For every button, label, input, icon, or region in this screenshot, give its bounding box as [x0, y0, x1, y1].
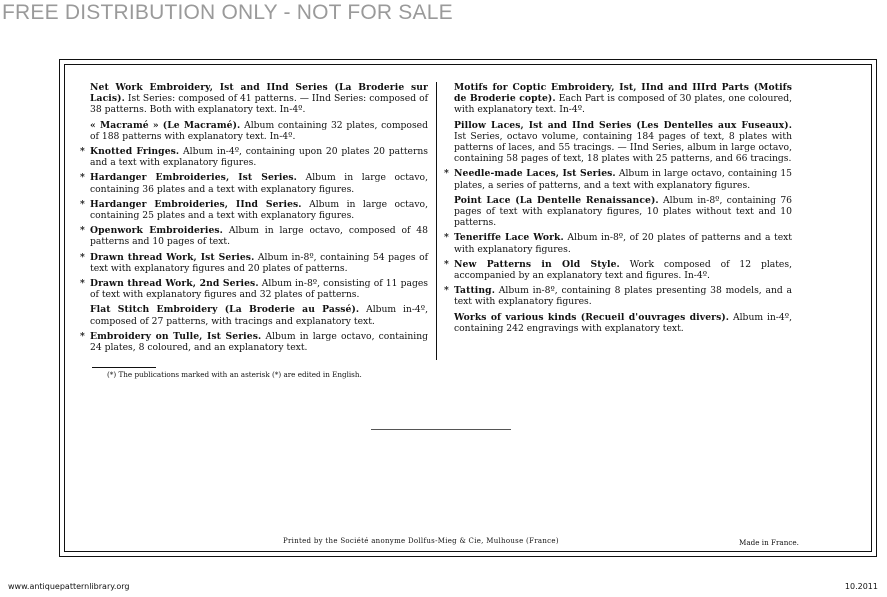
catalogue-entry — [80, 278, 428, 300]
entry-description: Ist Series, octavo volume, containing 184 pages of text, 8 plates with patterns of laces, and 55 tracings. — IInd Series, album in large octavo, containing 58 pages of text, 18 plates with 25 patterns, and 66 tracings. — [454, 130, 792, 165]
asterisk-marker: * — [80, 172, 85, 184]
asterisk-marker: * — [80, 225, 85, 237]
date-label: 10.2011 — [844, 582, 878, 591]
catalogue-entry — [80, 146, 428, 168]
asterisk-marker: * — [444, 168, 449, 180]
catalogue-entry — [444, 168, 792, 190]
entry-title: New Patterns in Old Style. — [454, 258, 620, 270]
entry-description: Album in-8º, containing 8 plates presenting 38 models, and a text with explanatory figures. — [454, 285, 793, 308]
entry-description: Album in large octavo, containing 24 plates, 8 coloured, and an explanatory text. — [90, 330, 429, 354]
entry-title: Point Lace (La Dentelle Renaissance). — [454, 194, 659, 206]
footnote: (*) The publications marked with an asterisk (*) are edited in English. — [107, 370, 362, 379]
catalogue-entry — [80, 225, 428, 247]
catalogue-entry — [444, 285, 792, 307]
entry-title: Teneriffe Lace Work. — [454, 232, 564, 244]
catalogue-entry — [80, 304, 428, 326]
entry-title: Pillow Laces, Ist and IInd Series (Les Dentelles aux Fuseaux). — [454, 119, 792, 131]
entry-title: Net Work Embroidery, Ist and IInd Series (La Broderie sur Lacis). — [90, 82, 428, 105]
catalogue-entry — [80, 120, 428, 142]
made-in-label: Made in France. — [739, 538, 799, 547]
left-column — [80, 82, 428, 357]
entry-title: Openwork Embroideries. — [90, 225, 223, 237]
catalogue-entry — [444, 232, 792, 254]
entry-description: Album in-8º, of 20 plates of patterns and a text with explanatory figures. — [454, 232, 792, 255]
entry-description: Album in large octavo, containing 15 plates, a series of patterns, and a text with explanatory figures. — [454, 168, 793, 191]
catalogue-entry — [444, 120, 792, 165]
entry-description: Album in-4º, containing upon 20 plates 20 patterns and a text with explanatory figures. — [90, 146, 428, 169]
entry-title: Needle-made Laces, Ist Series. — [454, 168, 616, 180]
column-divider — [436, 82, 437, 360]
entry-description: Album in-4º, composed of 27 patterns, with tracings and explanatory text. — [90, 304, 429, 327]
entry-description: Work composed of 12 plates, accompanied by an explanatory text and figures. In-4º. — [454, 258, 793, 282]
entry-title: Works of various kinds (Recueil d'ouvrages divers). — [454, 311, 730, 323]
entry-description: Album in large octavo, containing 36 plates and a text with explanatory figures. — [90, 172, 429, 195]
catalogue-entry — [444, 259, 792, 281]
entry-title: Tatting. — [454, 285, 495, 297]
entry-title: Flat Stitch Embroidery (La Broderie au Passé). — [90, 304, 360, 316]
right-column — [444, 82, 792, 338]
entry-title: Drawn thread Work, 2nd Series. — [90, 278, 259, 290]
entry-description: Each Part is composed of 30 plates, one coloured, with explanatory text. In-4º. — [454, 93, 792, 116]
asterisk-marker: * — [444, 232, 449, 244]
entry-title: Drawn thread Work, Ist Series. — [90, 251, 255, 263]
entry-title: Motifs for Coptic Embroidery, Ist, IInd and IIIrd Parts (Motifs de Broderie copte). — [454, 82, 792, 105]
entry-title: Hardanger Embroideries, IInd Series. — [90, 198, 302, 210]
entry-title: Hardanger Embroideries, Ist Series. — [90, 172, 297, 184]
asterisk-marker: * — [444, 285, 449, 297]
asterisk-marker: * — [80, 146, 85, 158]
entry-title: Embroidery on Tulle, Ist Series. — [90, 330, 262, 342]
entry-description: Album in-8º, containing 76 pages of text with explanatory figures, 10 plates without text and 10 patterns. — [454, 194, 793, 229]
entry-description: Album in-8º, containing 54 pages of text with explanatory figures and 20 plates of patterns. — [90, 251, 429, 274]
entry-description: Album in-8º, consisting of 11 pages of text with explanatory figures and 32 plates of patterns. — [90, 278, 428, 301]
site-url: www.antiquepatternlibrary.org — [8, 582, 130, 591]
catalogue-entry — [80, 172, 428, 194]
entry-title: Knotted Fringes. — [90, 146, 180, 158]
asterisk-marker: * — [80, 198, 85, 210]
entry-title: « Macramé » (Le Macramé). — [90, 119, 241, 131]
catalogue-entry — [80, 199, 428, 221]
entry-description: Album in large octavo, containing 25 plates and a text with explanatory figures. — [90, 198, 428, 222]
catalogue-entry — [444, 195, 792, 229]
catalogue-entry — [80, 82, 428, 116]
center-rule — [371, 429, 511, 430]
asterisk-marker: * — [80, 330, 85, 342]
catalogue-entry — [444, 312, 792, 334]
catalogue-entry — [80, 331, 428, 353]
entry-description: Album in large octavo, composed of 48 patterns and 10 pages of text. — [90, 225, 428, 248]
entry-description: Album containing 32 plates, composed of 188 patterns with explanatory text. In-4º. — [90, 119, 428, 142]
asterisk-marker: * — [80, 251, 85, 263]
footnote-rule — [92, 367, 156, 368]
printer-line: Printed by the Société anonyme Dollfus-Mieg & Cie, Mulhouse (France) — [283, 537, 559, 545]
entry-description: Ist Series: composed of 41 patterns. — IInd Series: composed of 38 patterns. Both with explanatory text. In-4º. — [90, 93, 428, 116]
catalogue-entry — [80, 252, 428, 274]
entry-description: Album in-4º, containing 242 engravings with explanatory text. — [454, 311, 792, 334]
catalogue-entry — [444, 82, 792, 116]
watermark-text: FREE DISTRIBUTION ONLY - NOT FOR SALE — [2, 1, 453, 24]
asterisk-marker: * — [444, 258, 449, 270]
asterisk-marker: * — [80, 278, 85, 290]
